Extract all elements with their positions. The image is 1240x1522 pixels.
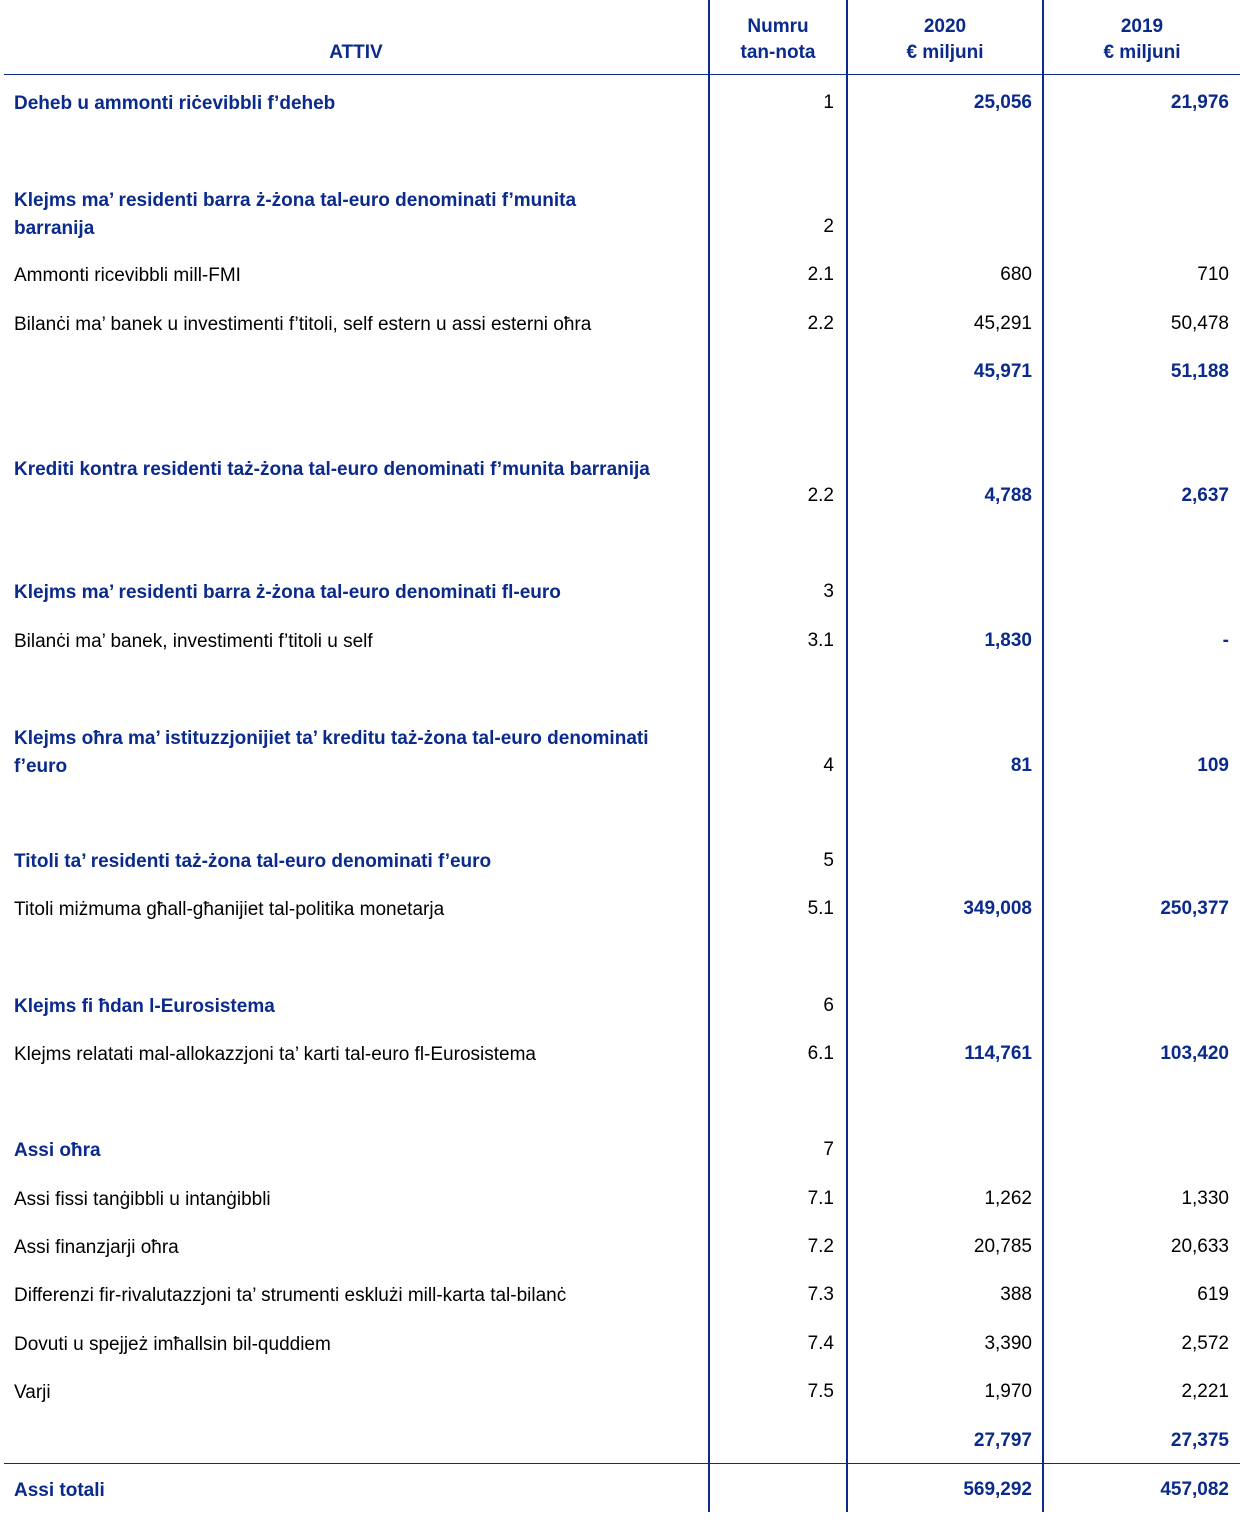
row-label: Assi fissi tanġibbli u intanġibbli [14,1189,271,1210]
table-row [0,725,1240,779]
year-2020-line1: 2020 [923,16,967,37]
subtotal-row [0,1428,1240,1454]
attiv-header: ATTIV [329,42,383,63]
table-row [0,993,1240,1019]
row-label: Titoli ta’ residenti taż-żona tal-euro denominati f’euro [14,851,492,872]
row-note: 1 [823,92,834,113]
table-row [0,1234,1240,1260]
row-label: Assi finanzjarji oħra [14,1237,179,1258]
row-value-2019: 250,377 [1160,898,1229,919]
row-value-2020: 45,291 [973,313,1032,334]
year-2020-header [848,14,1042,66]
year-2019-header [1044,14,1240,66]
row-value-2019: 27,375 [1170,1430,1229,1451]
row-label: Varji [14,1382,51,1403]
row-label: Klejms ma’ residenti barra ż-żona tal-euro denominati fl-euro [14,582,561,603]
subtotal-row [0,359,1240,385]
row-note: 5 [823,850,834,871]
row-label: Bilanċi ma’ banek, investimenti f’titoli u self [14,631,373,652]
row-note: 2.1 [807,264,834,285]
row-value-2019: 2,637 [1181,485,1229,506]
row-label: Deheb u ammonti riċevibbli f’deheb [14,93,336,114]
row-label: Klejms ma’ residenti barra ż-żona tal-euro denominati f’munita barranija [14,190,577,239]
row-value-2019: 619 [1197,1284,1229,1305]
table-row [0,1041,1240,1067]
row-value-2019: - [1222,630,1229,651]
table-row [0,896,1240,922]
year-2019-line1: 2019 [1120,16,1164,37]
header-rule [4,74,1240,75]
table-row [0,1186,1240,1212]
row-label: Krediti kontra residenti taż-żona tal-euro denominati f’munita barranija [14,459,650,480]
table-row [0,262,1240,288]
row-value-2019: 1,330 [1181,1188,1229,1209]
row-value-2019: 51,188 [1170,361,1229,382]
row-label: Dovuti u spejjeż imħallsin bil-quddiem [14,1334,331,1355]
row-value-2020: 114,761 [964,1043,1032,1064]
total-row [0,1477,1240,1503]
row-note: 3.1 [807,630,834,651]
row-note: 7.5 [807,1381,834,1402]
table-row [0,311,1240,337]
table-row [0,579,1240,605]
row-value-2019: 710 [1197,264,1229,285]
row-note: 7.1 [807,1188,834,1209]
note-header-line2: tan-nota [740,42,816,63]
row-label: Klejms fi ħdan l-Eurosistema [14,996,275,1017]
table-row [0,187,1240,241]
row-label: Assi totali [14,1480,105,1501]
row-note: 2 [823,216,834,237]
row-label: Assi oħra [14,1140,101,1161]
row-note: 2.2 [807,313,834,334]
table-row [0,456,1240,510]
row-value-2019: 50,478 [1170,313,1229,334]
row-note: 7 [823,1139,834,1160]
row-value-2020: 680 [1000,264,1032,285]
table-row [0,1282,1240,1308]
row-value-2020: 27,797 [973,1430,1032,1451]
row-value-2020: 388 [1000,1284,1032,1305]
row-value-2019: 2,572 [1181,1333,1229,1354]
row-note: 2.2 [807,485,834,506]
row-value-2020: 1,970 [984,1381,1032,1402]
row-value-2020: 569,292 [963,1479,1032,1500]
row-label: Titoli miżmuma għall-għanijiet tal-politika monetarja [14,899,445,920]
row-value-2019: 2,221 [1181,1381,1229,1402]
row-value-2020: 81 [1010,755,1032,776]
row-label: Bilanċi ma’ banek u investimenti f’titoli, self estern u assi esterni oħra [14,314,592,335]
row-label: Differenzi fir-rivalutazzjoni ta’ strumenti esklużi mill-karta tal-bilanċ [14,1285,567,1306]
row-note: 4 [823,755,834,776]
table-row [0,628,1240,654]
row-note: 3 [823,581,834,602]
row-value-2020: 25,056 [973,92,1032,113]
total-rule [4,1463,1240,1464]
row-label: Klejms relatati mal-allokazzjoni ta’ karti tal-euro fl-Eurosistema [14,1044,536,1065]
row-value-2020: 1,262 [984,1188,1032,1209]
row-value-2020: 3,390 [984,1333,1032,1354]
row-value-2020: 349,008 [963,898,1032,919]
row-value-2019: 103,420 [1160,1043,1229,1064]
table-row [0,1379,1240,1405]
row-note: 6 [823,995,834,1016]
row-value-2020: 1,830 [984,630,1032,651]
year-2019-line2: € miljuni [1103,42,1181,63]
note-header-line1: Numru [747,16,809,37]
row-note: 6.1 [807,1043,834,1064]
row-value-2020: 45,971 [973,361,1032,382]
year-2020-line2: € miljuni [906,42,984,63]
table-row [0,848,1240,874]
row-value-2019: 109 [1197,755,1229,776]
row-value-2020: 20,785 [973,1236,1032,1257]
row-note: 7.4 [807,1333,834,1354]
note-column-header [710,14,846,66]
table-row [0,1137,1240,1163]
row-label: Ammonti ricevibbli mill-FMI [14,265,241,286]
row-value-2019: 21,976 [1170,92,1229,113]
table-row [0,1331,1240,1357]
row-value-2019: 457,082 [1160,1479,1229,1500]
table-row [0,90,1240,116]
row-value-2020: 4,788 [984,485,1032,506]
row-note: 7.2 [807,1236,834,1257]
row-label: Klejms oħra ma’ istituzzjonijiet ta’ kreditu taż-żona tal-euro denominati f’euro [14,728,649,777]
row-note: 5.1 [807,898,834,919]
row-value-2019: 20,633 [1170,1236,1229,1257]
row-note: 7.3 [807,1284,834,1305]
